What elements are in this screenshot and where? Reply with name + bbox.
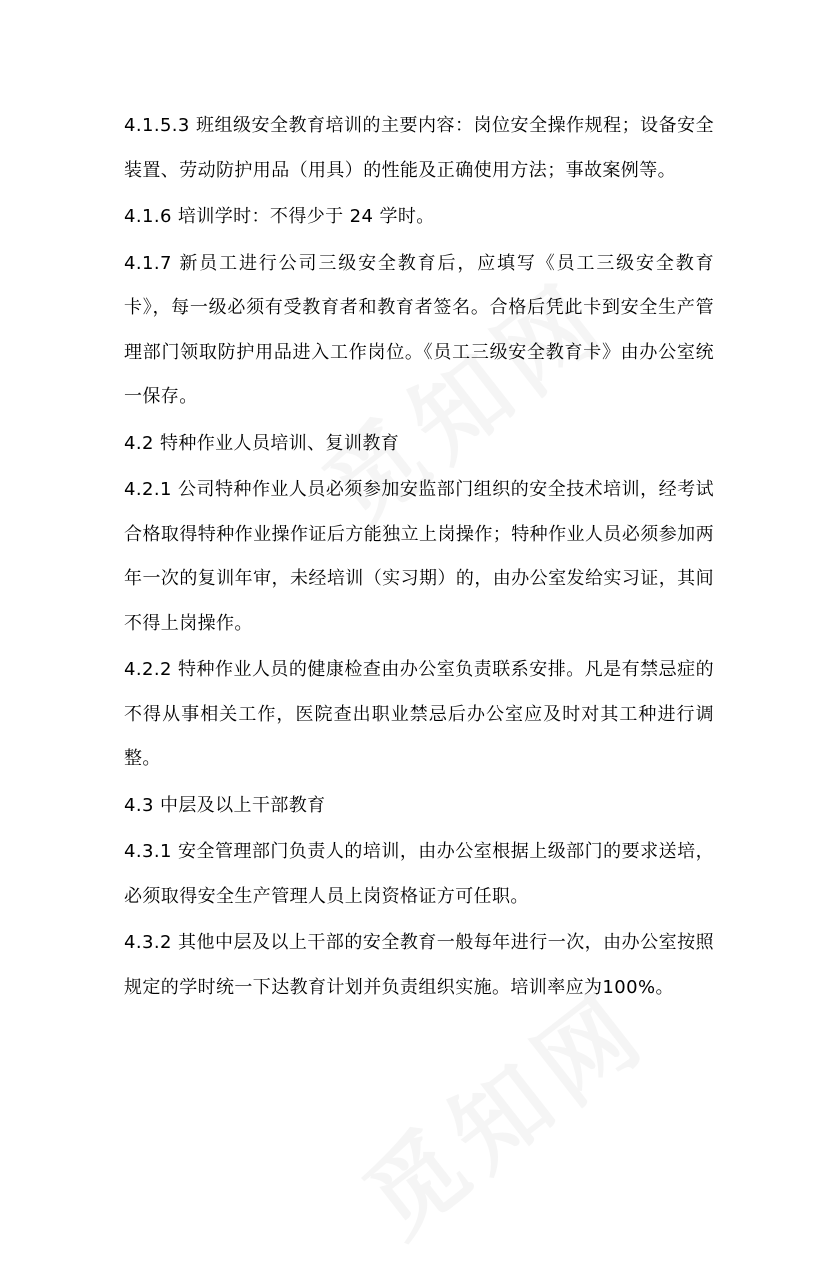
paragraph-4-1-5-3: 4.1.5.3 班组级安全教育培训的主要内容：岗位安全操作规程；设备安全装置、劳动防护用品（用具）的性能及正确使用方法；事故案例等。 [124, 115, 714, 181]
document-body [124, 104, 714, 1012]
paragraph-4-1-7: 4.1.7 新员工进行公司三级安全教育后，应填写《员工三级安全教育卡》，每一级必须有受教育者和教育者签名。合格后凭此卡到安全生产管理部门领取防护用品进入工作岗位。《员工三级安全教育卡》由办公室统一保存。 [124, 252, 714, 407]
heading-4-2: 4.2 特种作业人员培训、复训教育 [124, 432, 400, 454]
paragraph-4-3-2: 4.3.2 其他中层及以上干部的安全教育一般每年进行一次，由办公室按照规定的学时统一下达教育计划并负责组织实施。培训率应为100%。 [124, 932, 714, 998]
paragraph-4-3-1: 4.3.1 安全管理部门负责人的培训，由办公室根据上级部门的要求送培，必须取得安全生产管理人员上岗资格证方可任职。 [124, 841, 714, 907]
paragraph-4-1-6: 4.1.6 培训学时：不得少于 24 学时。 [124, 206, 435, 227]
paragraph-4-2-2: 4.2.2 特种作业人员的健康检查由办公室负责联系安排。凡是有禁忌症的不得从事相关工作，医院查出职业禁忌后办公室应及时对其工种进行调整。 [124, 659, 714, 769]
heading-4-3: 4.3 中层及以上干部教育 [124, 794, 326, 816]
paragraph-4-2-1: 4.2.1 公司特种作业人员必须参加安监部门组织的安全技术培训，经考试合格取得特种作业操作证后方能独立上岗操作；特种作业人员必须参加两年一次的复训年审，未经培训（实习期）的，由办公室发给实习证，其间不得上岗操作。 [124, 479, 714, 634]
